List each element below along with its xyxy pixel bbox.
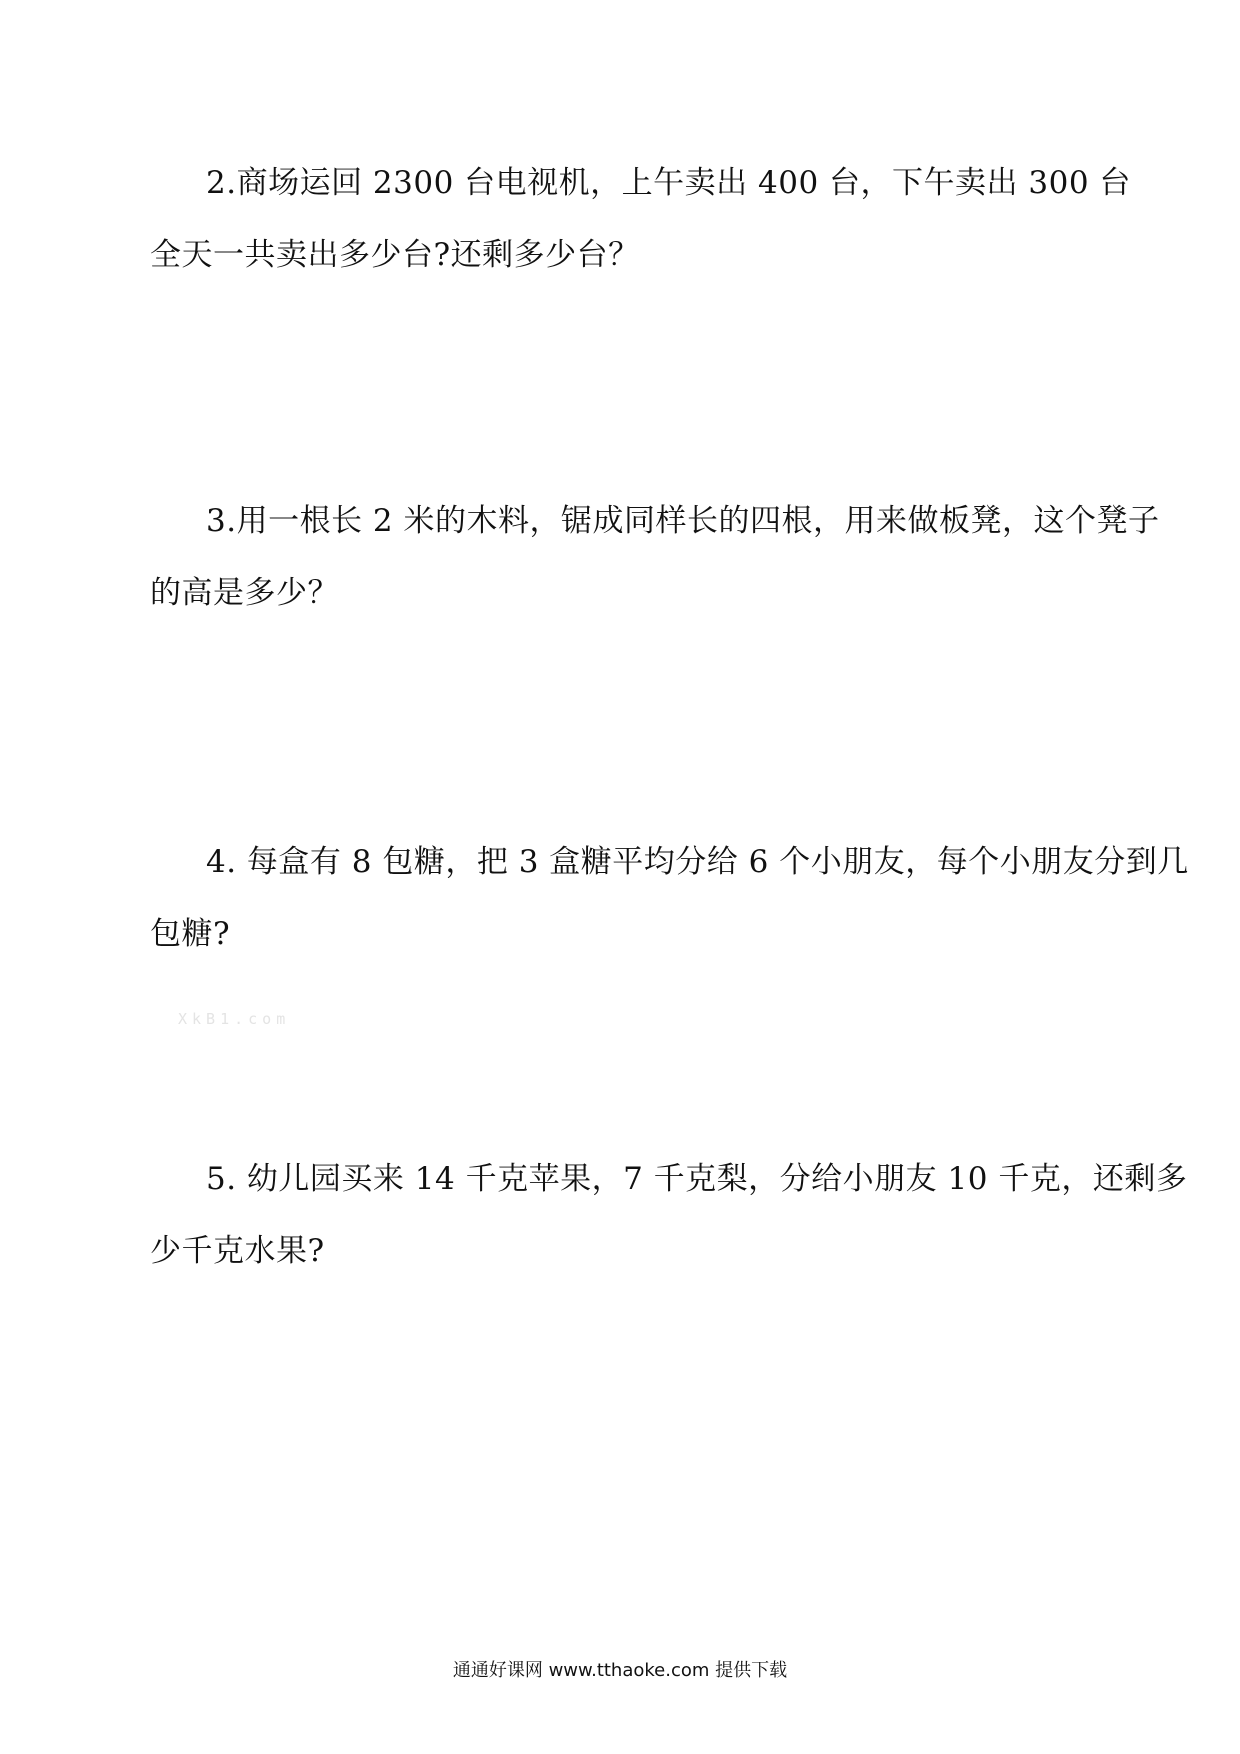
- problem-5: [150, 1143, 1188, 1287]
- problem-4-line-2: 包糖?: [150, 916, 231, 952]
- problem-2: [150, 147, 1131, 291]
- problem-5-line-1: 5. 幼儿园买来 14 千克苹果，7 千克梨，分给小朋友 10 千克，还剩多: [206, 1161, 1188, 1197]
- page-footer: 通通好课网 www.tthaoke.com 提供下载: [452, 1660, 788, 1681]
- problem-2-line-1: 2.商场运回 2300 台电视机，上午卖出 400 台，下午卖出 300 台: [206, 165, 1131, 201]
- problem-4: [150, 826, 1189, 970]
- problem-3-line-1: 3.用一根长 2 米的木料，锯成同样长的四根，用来做板凳，这个凳子: [206, 503, 1160, 539]
- problem-4-line-1: 4. 每盒有 8 包糖，把 3 盒糖平均分给 6 个小朋友，每个小朋友分到几: [206, 844, 1189, 880]
- problem-2-line-2: 全天一共卖出多少台?还剩多少台？: [150, 237, 640, 273]
- faint-watermark: XkB1.com: [178, 1010, 291, 1028]
- problem-5-line-2: 少千克水果?: [150, 1233, 325, 1269]
- problem-3: [150, 485, 1160, 629]
- problem-3-line-2: 的高是多少？: [150, 575, 339, 611]
